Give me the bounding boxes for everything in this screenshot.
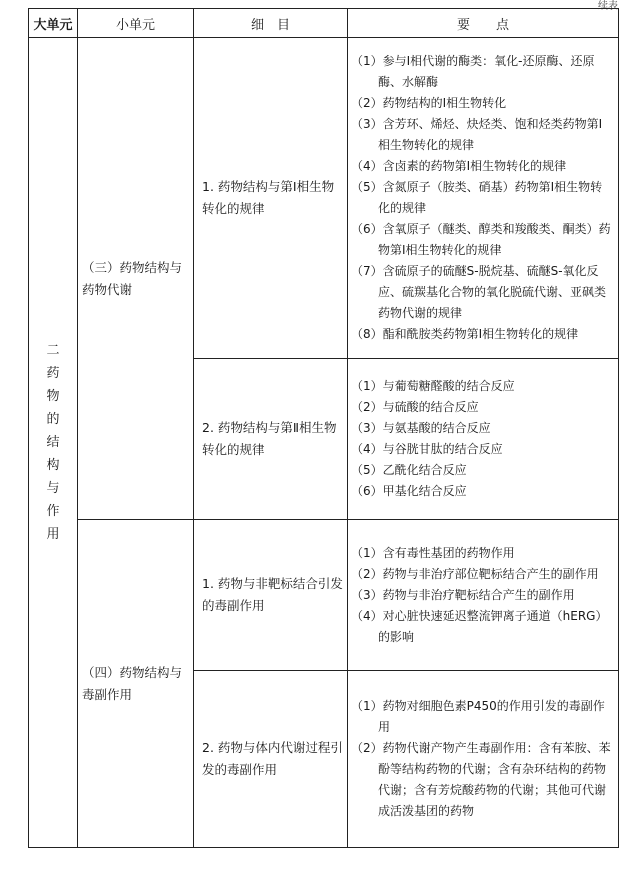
detail-4-1-label: 1. 药物与非靶标结合引发的毒副作用 bbox=[202, 576, 343, 613]
list-item: （2）与硫酸的结合反应 bbox=[351, 400, 479, 414]
list-item: （5）含氮原子（胺类、硝基）药物第Ⅰ相生物转化的规律 bbox=[351, 180, 603, 215]
sub-unit-3-cell bbox=[78, 38, 194, 520]
list-item: （6）甲基化结合反应 bbox=[351, 484, 467, 498]
points-3-1-cell bbox=[348, 38, 619, 359]
points-4-1-cell bbox=[348, 520, 619, 671]
list-item: （6）含氧原子（醚类、醇类和羧酸类、酮类）药物第Ⅰ相生物转化的规律 bbox=[351, 222, 611, 257]
syllabus-table bbox=[28, 8, 619, 848]
list-item: （8）酯和酰胺类药物第Ⅰ相生物转化的规律 bbox=[351, 327, 579, 341]
detail-4-2-cell bbox=[194, 671, 348, 848]
header-key-points: 要 点 bbox=[348, 9, 619, 38]
list-item: （4）含卤素的药物第Ⅰ相生物转化的规律 bbox=[351, 159, 567, 173]
continued-label: 续表 bbox=[598, 1, 618, 12]
table-row bbox=[29, 38, 619, 359]
detail-3-2-label: 2. 药物结构与第Ⅱ相生物转化的规律 bbox=[202, 420, 337, 457]
detail-3-1-cell bbox=[194, 38, 348, 359]
list-item: （4）对心脏快速延迟整流钾离子通道（hERG）的影响 bbox=[351, 608, 608, 644]
list-item: （3）含芳环、烯烃、炔烃类、饱和烃类药物第Ⅰ相生物转化的规律 bbox=[351, 117, 603, 152]
list-item: （1）药物对细胞色素P450的作用引发的毒副作用 bbox=[351, 699, 605, 734]
list-item: （2）药物结构的Ⅰ相生物转化 bbox=[351, 96, 507, 110]
major-unit-cell bbox=[29, 38, 78, 848]
list-item: （7）含硫原子的硫醚S-脱烷基、硫醚S-氧化反应、硫羰基化合物的氧化脱硫代谢、亚砜类药物代谢的规律 bbox=[351, 264, 607, 320]
list-item: （5）乙酰化结合反应 bbox=[351, 463, 467, 477]
header-detail: 细 目 bbox=[194, 9, 348, 38]
header-row bbox=[29, 9, 619, 38]
list-item: （1）与葡萄糖醛酸的结合反应 bbox=[351, 379, 515, 393]
list-item: （2）药物代谢产物产生毒副作用：含有苯胺、苯酚等结构药物的代谢；含有杂环结构的药物代谢；含有芳烷酸药物的代谢；其他可代谢成活泼基团的药物 bbox=[351, 741, 611, 818]
points-4-2-cell bbox=[348, 671, 619, 848]
detail-3-2-cell bbox=[194, 359, 348, 520]
major-unit-label: 二药物的结构与作用 bbox=[46, 343, 60, 542]
list-item: （2）药物与非治疗部位靶标结合产生的副作用 bbox=[351, 566, 599, 581]
detail-4-2-label: 2. 药物与体内代谢过程引发的毒副作用 bbox=[202, 740, 343, 777]
sub-unit-4-label: （四）药物结构与毒副作用 bbox=[82, 664, 183, 702]
header-sub-unit: 小单元 bbox=[78, 9, 194, 38]
header-major-unit: 大单元 bbox=[29, 9, 78, 38]
table-row bbox=[29, 520, 619, 671]
list-item: （3）药物与非治疗靶标结合产生的副作用 bbox=[351, 587, 575, 602]
list-item: （3）与氨基酸的结合反应 bbox=[351, 421, 491, 435]
list-item: （4）与谷胱甘肽的结合反应 bbox=[351, 442, 503, 456]
list-item: （1）含有毒性基团的药物作用 bbox=[351, 545, 515, 560]
sub-unit-3-label: （三）药物结构与药物代谢 bbox=[82, 259, 183, 297]
list-item: （1）参与Ⅰ相代谢的酶类：氧化-还原酶、还原酶、水解酶 bbox=[351, 54, 595, 89]
detail-4-1-cell bbox=[194, 520, 348, 671]
sub-unit-4-cell bbox=[78, 520, 194, 848]
points-3-2-cell bbox=[348, 359, 619, 520]
detail-3-1-label: 1. 药物结构与第Ⅰ相生物转化的规律 bbox=[202, 179, 335, 216]
